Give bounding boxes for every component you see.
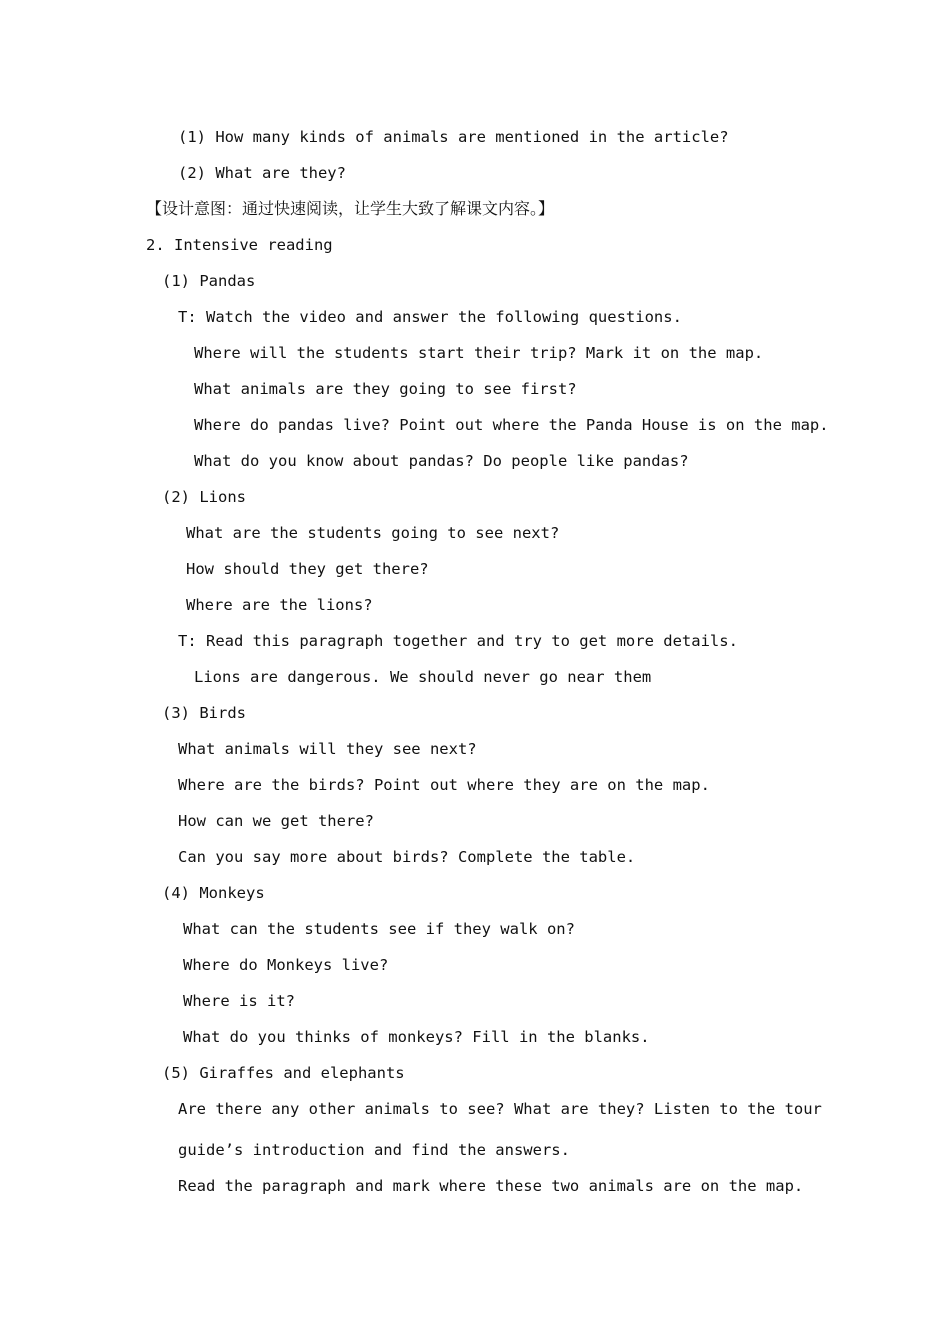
subsection-monkeys: (4) Monkeys bbox=[162, 884, 265, 902]
lions-question-1: What are the students going to see next? bbox=[186, 524, 560, 542]
lions-statement: Lions are dangerous. We should never go near them bbox=[194, 668, 652, 686]
birds-question-1: What animals will they see next? bbox=[178, 740, 477, 758]
monkeys-question-2: Where do Monkeys live? bbox=[183, 956, 389, 974]
pandas-question-2: What animals are they going to see first? bbox=[194, 380, 577, 398]
teacher-instruction-read-paragraph: T: Read this paragraph together and try to get more details. bbox=[178, 632, 738, 650]
design-intent-note: 【设计意图：通过快速阅读，让学生大致了解课文内容。】 bbox=[146, 199, 555, 218]
birds-question-4: Can you say more about birds? Complete the table. bbox=[178, 848, 636, 866]
question-how-many-kinds: (1) How many kinds of animals are mentioned in the article? bbox=[178, 128, 729, 146]
lions-question-3: Where are the lions? bbox=[186, 596, 373, 614]
giraffes-question-1-continued: guide’s introduction and find the answers. bbox=[178, 1141, 570, 1159]
subsection-giraffes-elephants: (5) Giraffes and elephants bbox=[162, 1064, 405, 1082]
pandas-question-1: Where will the students start their trip? Mark it on the map. bbox=[194, 344, 764, 362]
subsection-pandas: (1) Pandas bbox=[162, 272, 256, 290]
lions-question-2: How should they get there? bbox=[186, 560, 429, 578]
question-what-are-they: (2) What are they? bbox=[178, 164, 346, 182]
giraffes-question-2: Read the paragraph and mark where these two animals are on the map. bbox=[178, 1177, 804, 1195]
section-heading-intensive-reading: 2. Intensive reading bbox=[146, 236, 333, 254]
monkeys-question-4: What do you thinks of monkeys? Fill in the blanks. bbox=[183, 1028, 650, 1046]
subsection-lions: (2) Lions bbox=[162, 488, 246, 506]
monkeys-question-3: Where is it? bbox=[183, 992, 295, 1010]
birds-question-3: How can we get there? bbox=[178, 812, 374, 830]
pandas-question-4: What do you know about pandas? Do people like pandas? bbox=[194, 452, 689, 470]
pandas-question-3: Where do pandas live? Point out where the Panda House is on the map. bbox=[194, 416, 829, 434]
monkeys-question-1: What can the students see if they walk on? bbox=[183, 920, 575, 938]
birds-question-2: Where are the birds? Point out where they are on the map. bbox=[178, 776, 710, 794]
giraffes-question-1: Are there any other animals to see? What are they? Listen to the tour bbox=[178, 1100, 822, 1118]
subsection-birds: (3) Birds bbox=[162, 704, 246, 722]
teacher-instruction-watch-video: T: Watch the video and answer the following questions. bbox=[178, 308, 682, 326]
